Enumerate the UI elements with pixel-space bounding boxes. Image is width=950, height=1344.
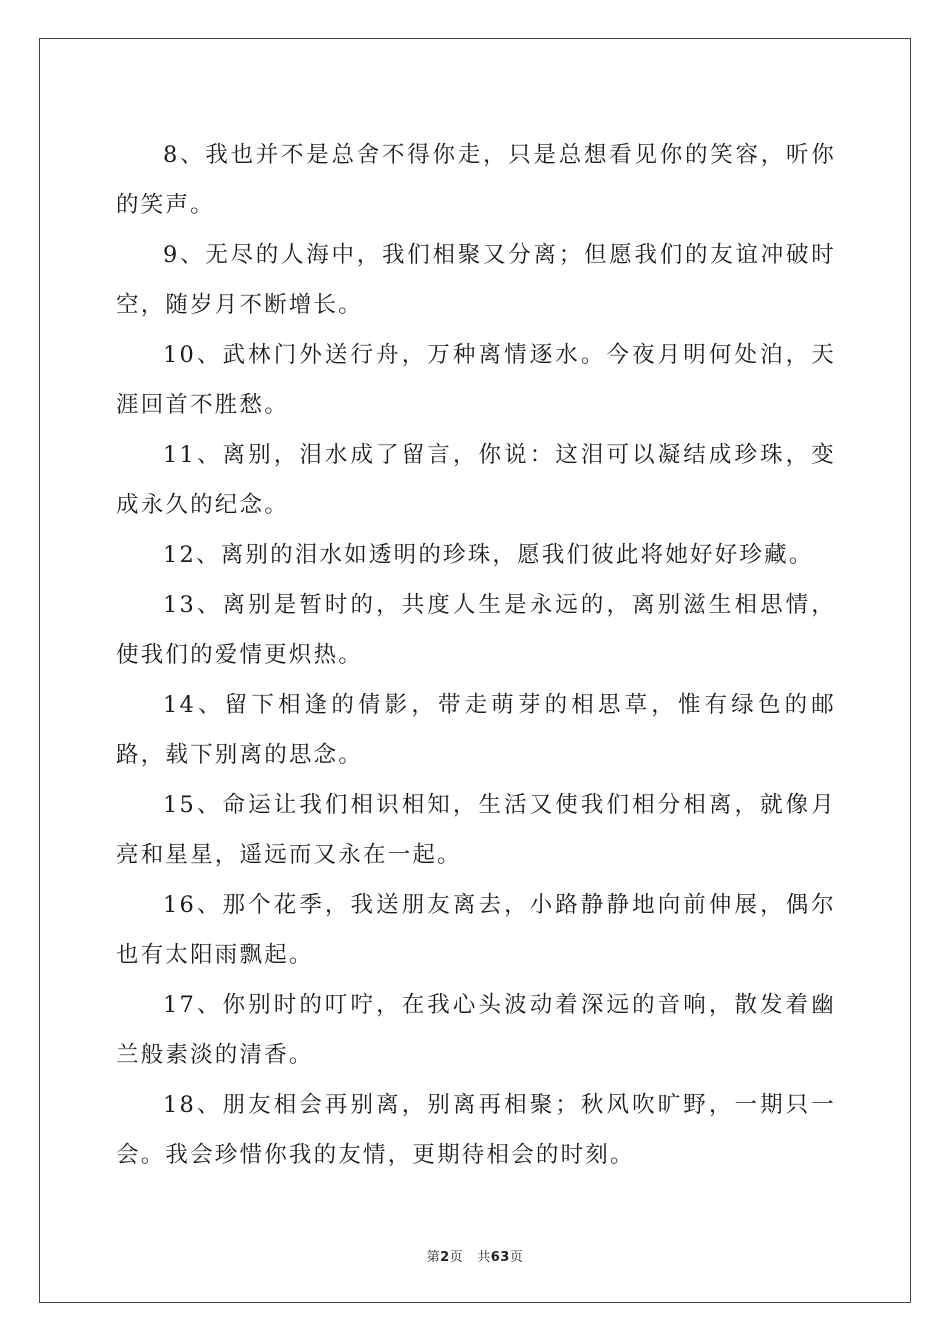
total-pages: 63 <box>490 1250 510 1265</box>
list-item: 16、那个花季，我送朋友离去，小路静静地向前伸展，偶尔也有太阳雨飘起。 <box>116 892 836 968</box>
list-item: 17、你别时的叮咛，在我心头波动着深远的音响，散发着幽兰般素淡的清香。 <box>116 992 836 1068</box>
total-suffix: 页 <box>509 1250 524 1265</box>
page-prefix: 第 <box>426 1250 441 1265</box>
list-item: 18、朋友相会再别离，别离再相聚；秋风吹旷野，一期只一会。我会珍惜你我的友情，更期待相会的时刻。 <box>116 1092 836 1168</box>
list-item: 9、无尽的人海中，我们相聚又分离；但愿我们的友谊冲破时空，随岁月不断增长。 <box>116 242 836 318</box>
list-item: 12、离别的泪水如透明的珍珠，愿我们彼此将她好好珍藏。 <box>163 542 814 568</box>
list-item: 14、留下相逢的倩影，带走萌芽的相思草，惟有绿色的邮路，载下别离的思念。 <box>116 692 836 768</box>
page-suffix: 页 <box>449 1250 464 1265</box>
page-number: 2 <box>440 1250 450 1265</box>
list-item: 15、命运让我们相识相知，生活又使我们相分相离，就像月亮和星星，遥远而又永在一起。 <box>116 792 836 868</box>
total-prefix: 共 <box>477 1250 491 1265</box>
list-item: 13、离别是暂时的，共度人生是永远的，离别滋生相思情，使我们的爱情更炽热。 <box>116 592 836 668</box>
list-item: 10、武林门外送行舟，万种离情逐水。今夜月明何处泊，天涯回首不胜愁。 <box>116 342 836 418</box>
document-body <box>116 130 836 1180</box>
page-footer <box>0 1246 950 1265</box>
list-item: 11、离别，泪水成了留言，你说：这泪可以凝结成珍珠，变成永久的纪念。 <box>116 442 836 518</box>
list-item: 8、我也并不是总舍不得你走，只是总想看见你的笑容，听你的笑声。 <box>116 142 836 218</box>
